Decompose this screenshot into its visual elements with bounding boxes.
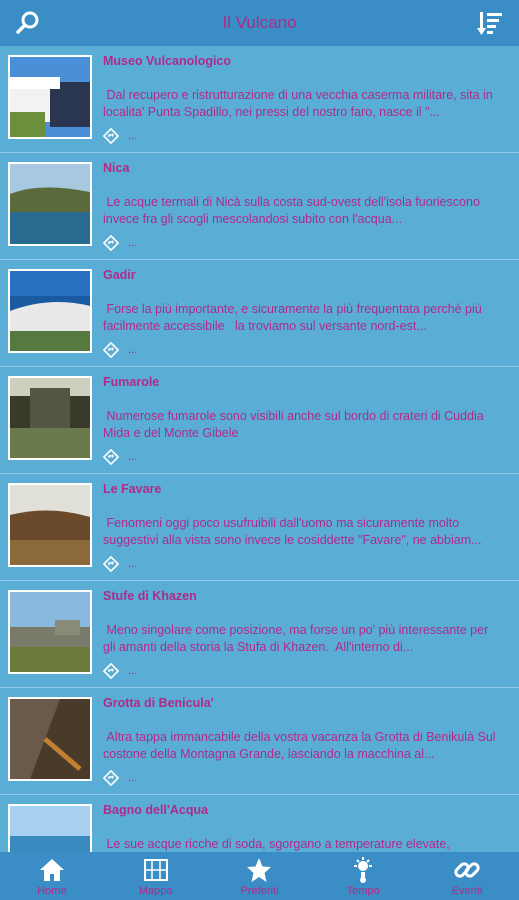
thumbnail-image bbox=[8, 55, 92, 139]
tab-weather[interactable] bbox=[311, 852, 415, 900]
tab-label: Home bbox=[37, 885, 67, 897]
thumbnail-image bbox=[8, 162, 92, 246]
places-list bbox=[0, 46, 519, 852]
item-title: Bagno dell'Acqua bbox=[103, 803, 209, 817]
directions-icon[interactable] bbox=[103, 449, 119, 465]
map-icon bbox=[142, 856, 170, 884]
list-item[interactable] bbox=[0, 581, 519, 688]
more-link[interactable]: ... bbox=[128, 772, 138, 784]
home-icon bbox=[38, 856, 66, 884]
tab-label: Eventi bbox=[451, 885, 483, 897]
item-description: Le sue acque ricche di soda, sgorgano a temperature elevate, bbox=[103, 837, 450, 851]
thumbnail-image bbox=[8, 590, 92, 674]
list-item[interactable] bbox=[0, 795, 519, 852]
list-item[interactable] bbox=[0, 46, 519, 153]
top-bar bbox=[0, 0, 519, 46]
more-link[interactable]: ... bbox=[128, 451, 138, 463]
item-description: Le acque termali di Nicà sulla costa sud-ovest dell'isola fuoriescono invece fra gli scogli mescolandosi subito con l'acqua... bbox=[103, 195, 484, 226]
thumbnail-image bbox=[8, 269, 92, 353]
list-item[interactable] bbox=[0, 474, 519, 581]
more-link[interactable]: ... bbox=[128, 344, 138, 356]
item-description: Dal recupero e ristrutturazione di una vecchia caserma militare, sita in localita' Punta Spadillo, nei pressi del nostro faro, nasce il "... bbox=[103, 88, 497, 119]
item-title: Fumarole bbox=[103, 375, 160, 389]
more-link[interactable]: ... bbox=[128, 237, 138, 249]
item-description: Numerose fumarole sono visibili anche sul bordo di crateri di Cuddia Mida e del Monte Gibele bbox=[103, 409, 488, 440]
star-icon bbox=[245, 856, 273, 884]
tab-label: Tempo bbox=[346, 885, 380, 897]
sort-icon[interactable] bbox=[477, 9, 505, 37]
more-link[interactable]: ... bbox=[128, 130, 138, 142]
page-title: Il Vulcano bbox=[222, 13, 297, 32]
search-icon[interactable] bbox=[14, 9, 42, 37]
more-link[interactable]: ... bbox=[128, 665, 138, 677]
item-description: Altra tappa immancabile della vostra vacanza la Grotta di Benikulà Sul costone della Montagna Grande, lasciando la macchina al... bbox=[103, 730, 500, 761]
thumbnail-image bbox=[8, 483, 92, 567]
item-title: Museo Vulcanologico bbox=[103, 54, 232, 68]
weather-icon bbox=[349, 856, 377, 884]
tab-label: Preferiti bbox=[240, 885, 279, 897]
list-item[interactable] bbox=[0, 688, 519, 795]
tab-map[interactable] bbox=[104, 852, 208, 900]
tab-favorites[interactable] bbox=[208, 852, 312, 900]
item-title: Nica bbox=[103, 161, 130, 175]
bottom-nav bbox=[0, 852, 519, 900]
list-item[interactable] bbox=[0, 367, 519, 474]
tab-events[interactable] bbox=[415, 852, 519, 900]
item-description: Forse la più importante, e sicuramente la più frequentata perché più facilmente accessibile la troviamo sul versante nord-est... bbox=[103, 302, 486, 333]
thumbnail-image bbox=[8, 376, 92, 460]
directions-icon[interactable] bbox=[103, 556, 119, 572]
directions-icon[interactable] bbox=[103, 235, 119, 251]
more-link[interactable]: ... bbox=[128, 558, 138, 570]
thumbnail-image bbox=[8, 697, 92, 781]
tab-label: Mappa bbox=[138, 885, 173, 897]
list-item[interactable] bbox=[0, 260, 519, 367]
directions-icon[interactable] bbox=[103, 663, 119, 679]
directions-icon[interactable] bbox=[103, 770, 119, 786]
directions-icon[interactable] bbox=[103, 342, 119, 358]
list-item[interactable] bbox=[0, 153, 519, 260]
link-icon bbox=[453, 856, 481, 884]
item-title: Le Favare bbox=[103, 482, 162, 496]
item-title: Grotta di Benicula' bbox=[103, 696, 214, 710]
thumbnail-image bbox=[8, 804, 92, 852]
tab-home[interactable] bbox=[0, 852, 104, 900]
directions-icon[interactable] bbox=[103, 128, 119, 144]
item-title: Stufe di Khazen bbox=[103, 589, 197, 603]
item-description: Fenomeni oggi poco usufruibili dall'uomo ma sicuramente molto suggestivi alla vista sono invece le cosiddette "Favare", ne abbiam... bbox=[103, 516, 482, 547]
item-description: Meno singolare come posizione, ma forse un po' più interessante per gli amanti della storia la Stufa di Khazen. All'interno di... bbox=[103, 623, 492, 654]
item-title: Gadir bbox=[103, 268, 136, 282]
